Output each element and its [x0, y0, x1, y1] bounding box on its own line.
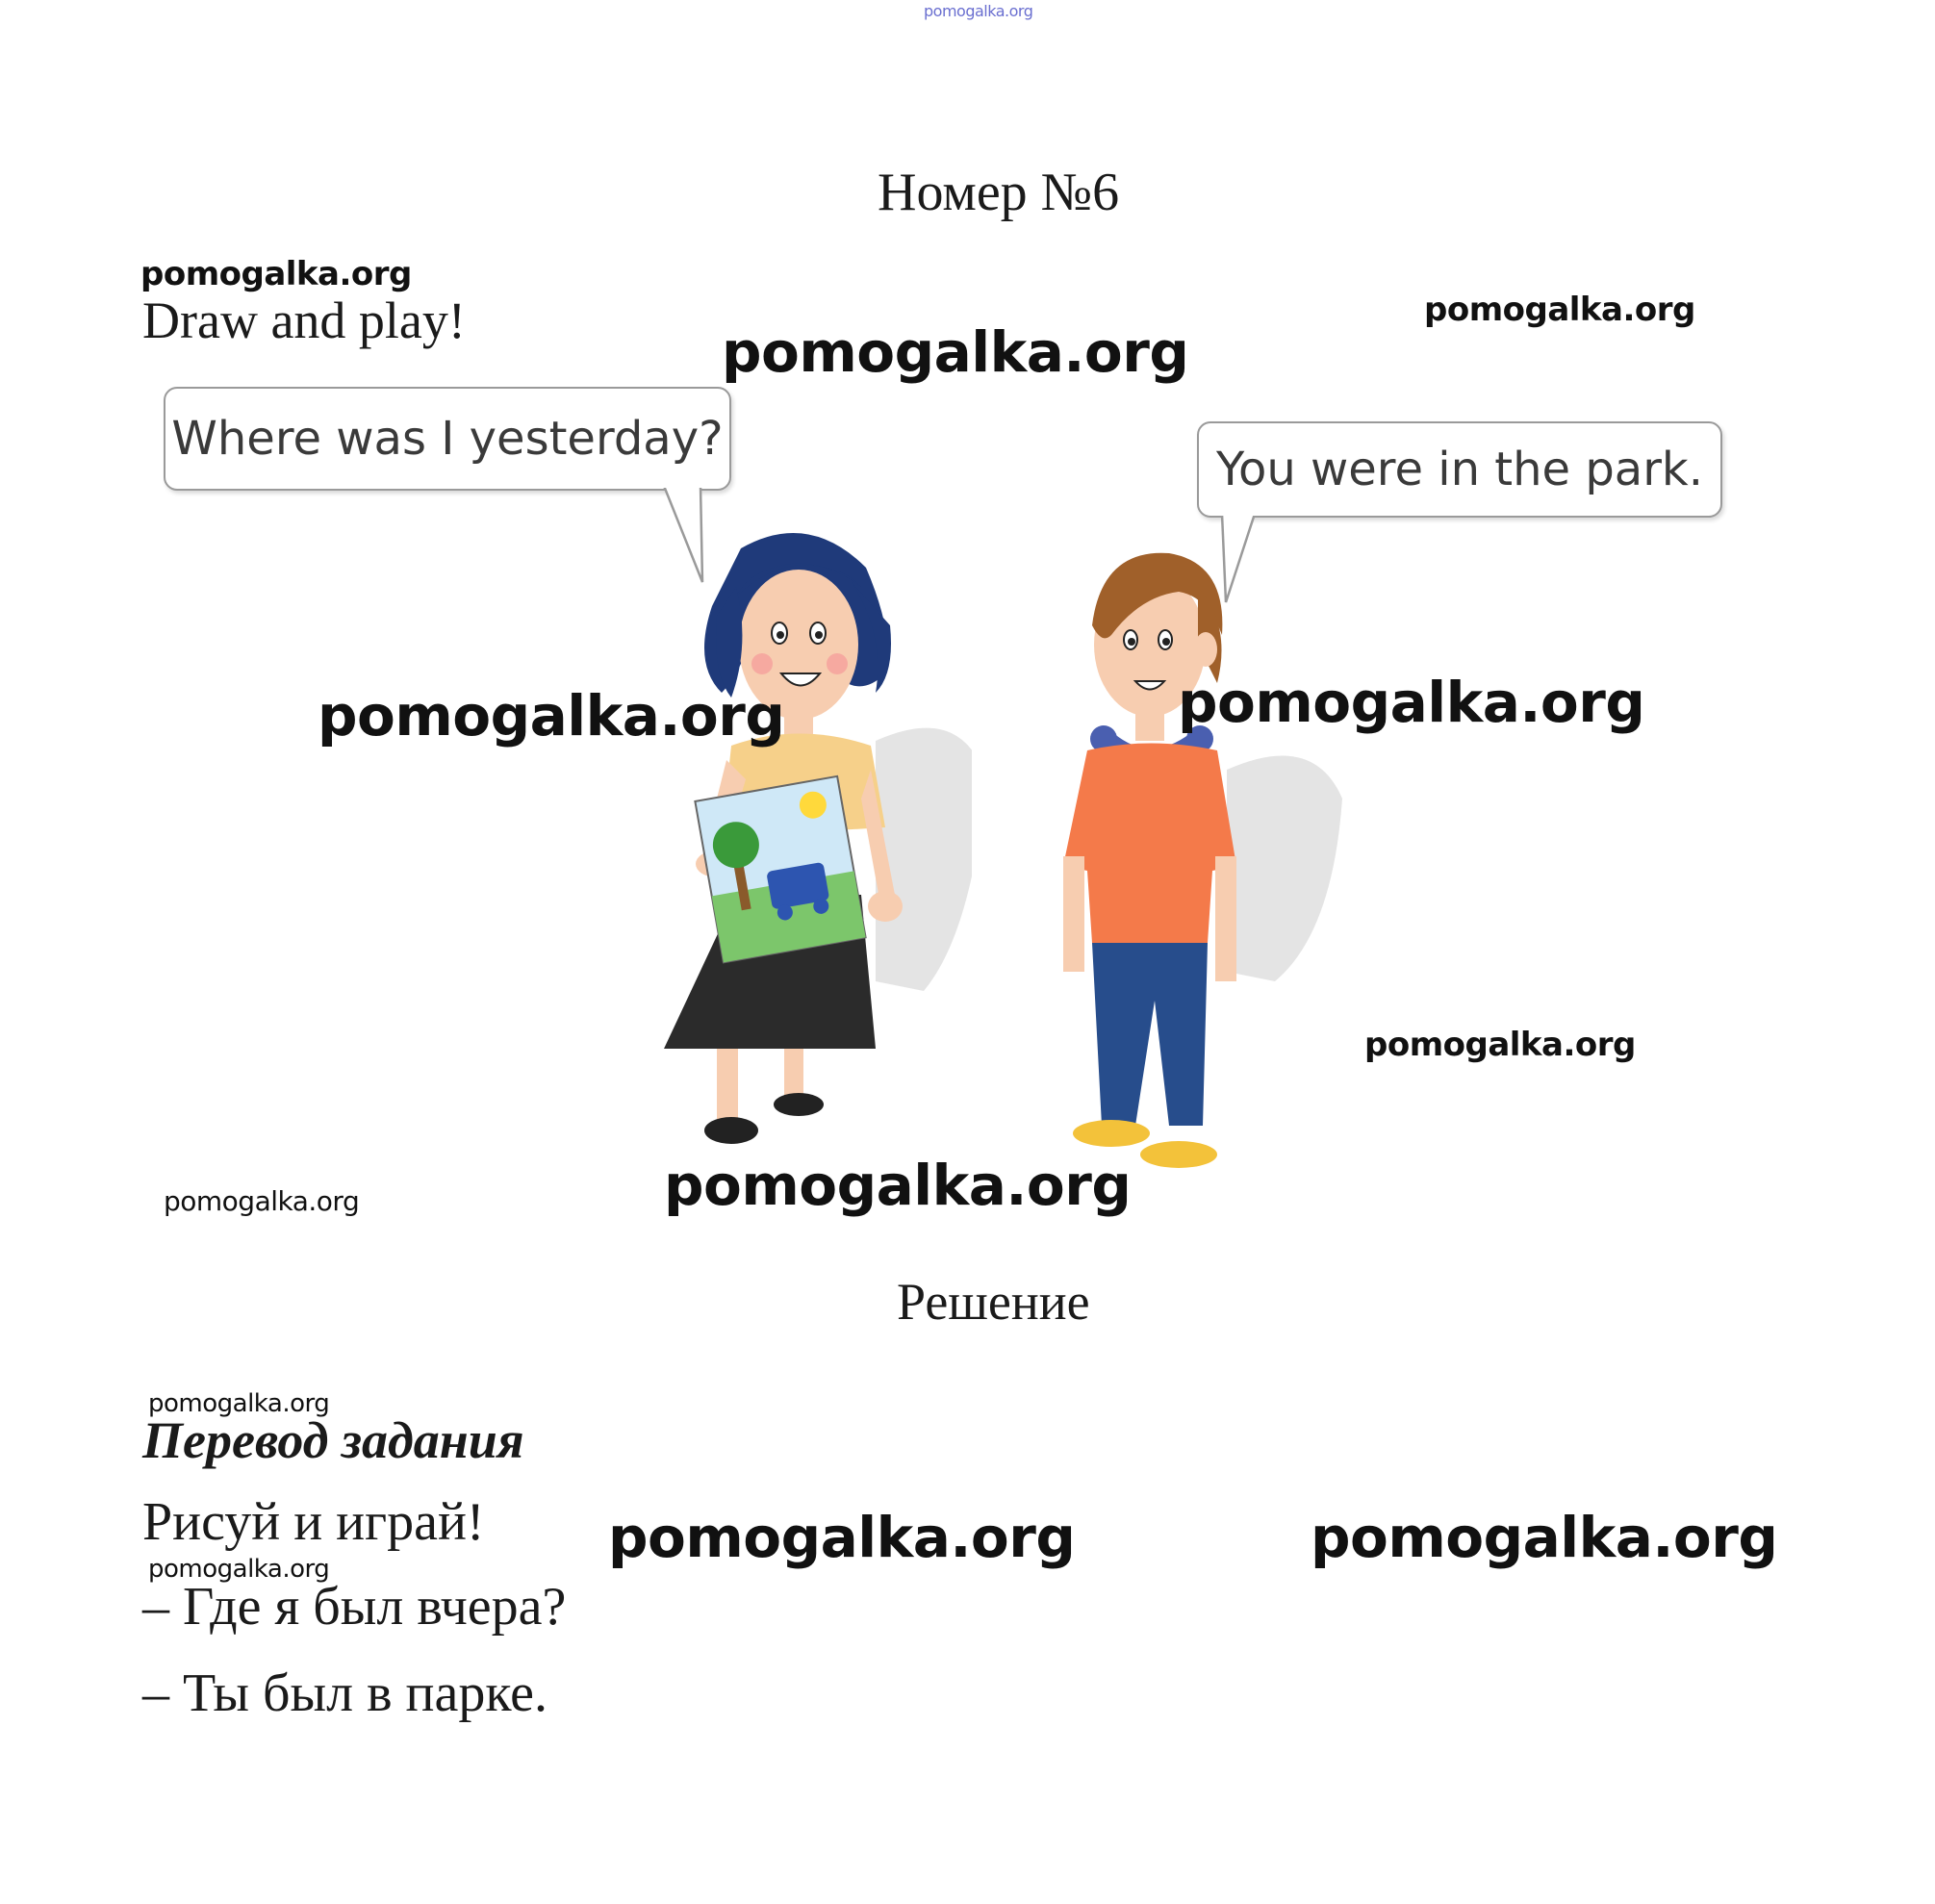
page-title: Номер №6 — [878, 163, 1120, 222]
speech-bubble-right-text: You were in the park. — [1216, 443, 1703, 496]
watermark: pomogalka.org — [1178, 670, 1645, 735]
translation-line-3: – Ты был в парке. — [142, 1663, 548, 1723]
task-title: Draw and play! — [142, 292, 466, 349]
watermark: pomogalka.org — [164, 1185, 360, 1217]
watermark: pomogalka.org — [722, 319, 1189, 385]
speech-bubble-left — [164, 387, 731, 491]
translation-title: Перевод задания — [142, 1411, 524, 1469]
translation-line-1: Рисуй и играй! — [142, 1492, 485, 1552]
watermark: pomogalka.org — [1424, 291, 1695, 329]
speech-bubble-right — [1197, 421, 1722, 518]
translation-line-2: – Где я был вчера? — [142, 1577, 567, 1637]
watermark: pomogalka.org — [664, 1153, 1132, 1218]
boy-illustration — [1044, 539, 1371, 1193]
watermark: pomogalka.org — [148, 1389, 330, 1418]
watermark: pomogalka.org — [608, 1505, 1076, 1570]
watermark: pomogalka.org — [1311, 1505, 1778, 1570]
solution-title: Решение — [897, 1273, 1090, 1331]
girl-illustration — [654, 529, 972, 1174]
top-watermark: pomogalka.org — [924, 2, 1033, 20]
watermark: pomogalka.org — [1364, 1026, 1636, 1064]
watermark: pomogalka.org — [148, 1555, 330, 1584]
watermark: pomogalka.org — [318, 683, 785, 749]
speech-bubble-left-text: Where was I yesterday? — [171, 412, 724, 466]
watermark: pomogalka.org — [140, 255, 412, 293]
